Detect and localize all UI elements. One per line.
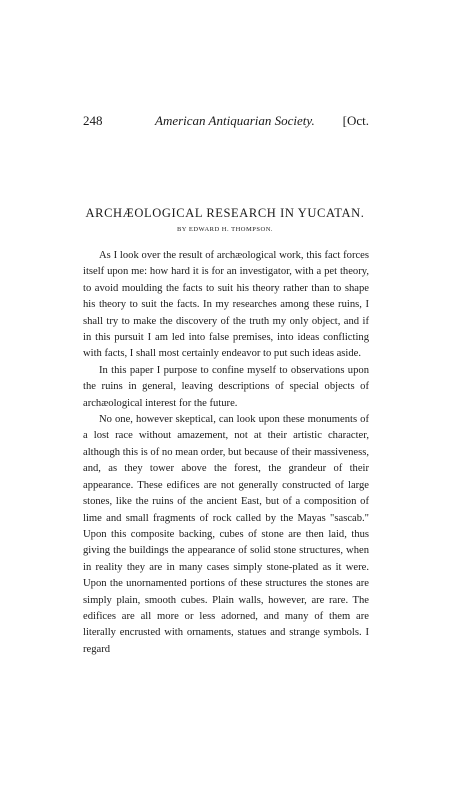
article-body [83, 248, 369, 658]
page-number: 248 [83, 113, 103, 128]
article-byline: BY EDWARD H. THOMPSON. [176, 226, 274, 233]
journal-title: American Antiquarian Society. [155, 113, 315, 128]
paragraph: No one, however skeptical, can look upon these monuments of a lost race without amazement, not at their artistic character, although this is of no mean order, but because of their massiveness, and, as they tower above the forest, the grandeur of their appearance. These edifices are not generally constructed of large stones, like the ruins of the ancient East, but of a composition of lime and small fragments of rock called by the Mayas "sascab." Upon this composite backing, cubes of stone are then laid, thus giving the buildings the appearance of solid stone structures, when in reality they are in many cases simply stone-plated as it were. Upon the unornamented portions of these structures the stones are simply plain, smooth cubes. Plain walls, however, are rare. The edifices are all more or less adorned, and many of them are literally encrusted with ornaments, statues and strange symbols. I regard [83, 414, 369, 655]
issue-month: [Oct. [342, 113, 369, 128]
article-title: ARCHÆOLOGICAL RESEARCH IN YUCATAN. [85, 206, 365, 220]
running-head [83, 113, 369, 133]
paragraph: As I look over the result of archæological work, this fact forces itself upon me: how hard it is for an investigator, with a pet theory, to avoid moulding the facts to suit his theory rather than to shape his theory to suit the facts. In my researches among these ruins, I shall try to make the discovery of the truth my only object, and if in this pursuit I am led into false premises, into ideas conflicting with facts, I shall most certainly endeavor to put such ideas aside. [83, 250, 369, 360]
paragraph: In this paper I purpose to confine myself to observations upon the ruins in general, leaving descriptions of special objects of archæological interest for the future. [83, 364, 369, 409]
